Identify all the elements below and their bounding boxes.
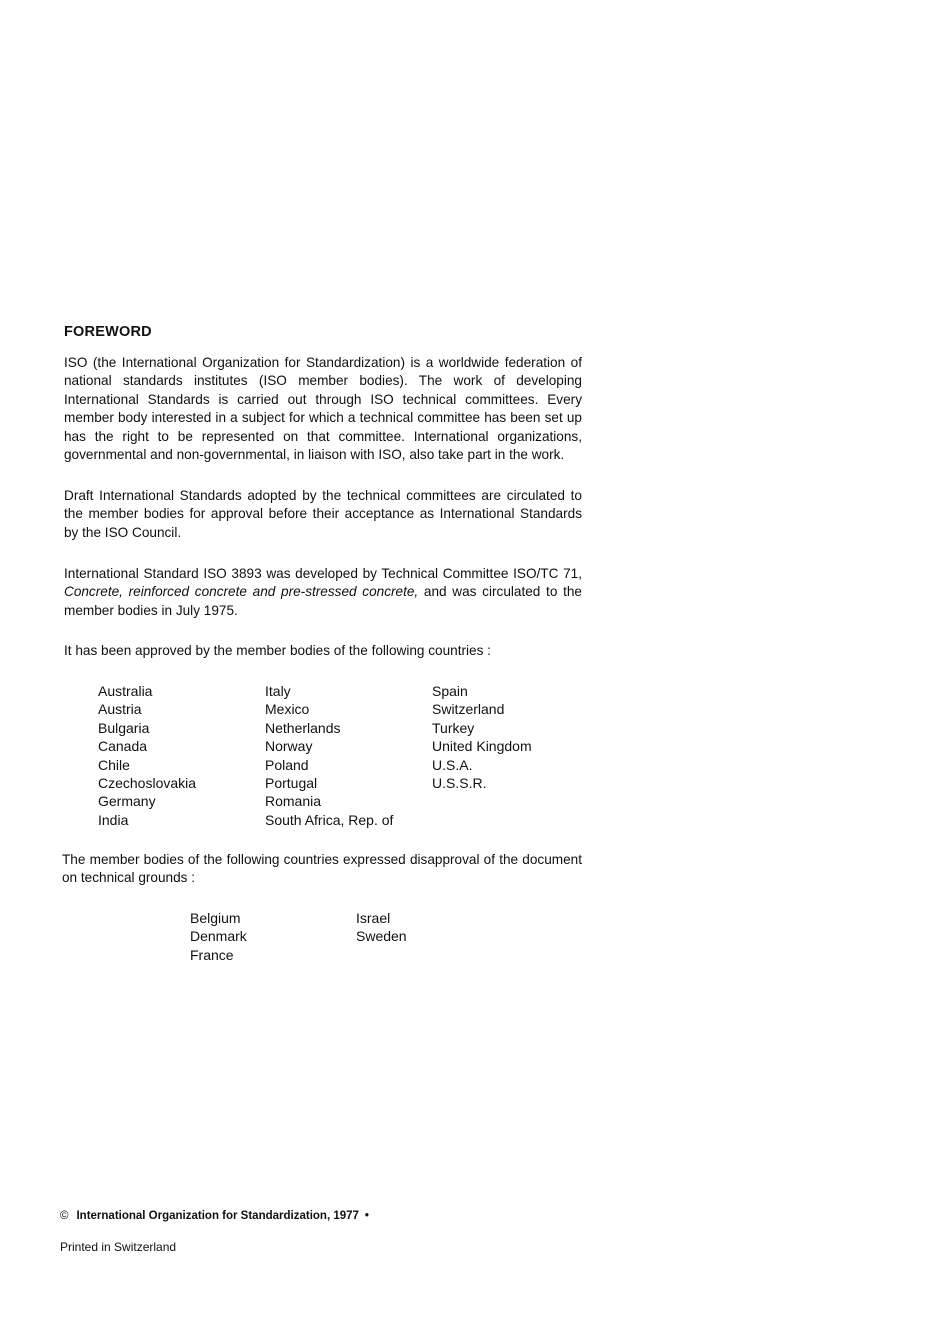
country-name: Mexico — [265, 701, 310, 718]
country-name: Italy — [265, 683, 291, 699]
committee-title: Concrete, reinforced concrete and pre-stressed concrete, — [64, 584, 419, 600]
country-name: Spain — [432, 683, 468, 699]
copyright-symbol: © — [60, 1210, 69, 1222]
country-name: Belgium — [190, 910, 241, 926]
country-name: South Africa, Rep. of — [265, 811, 394, 828]
country-name: Canada — [98, 738, 148, 755]
paragraph-iso-3893 — [64, 565, 582, 620]
country-name: U.S.A. — [432, 756, 473, 773]
country-name: Germany — [98, 793, 156, 810]
bullet-mark: • — [364, 1210, 369, 1222]
country-name: Czechoslovakia — [98, 775, 197, 792]
country-name: Austria — [98, 701, 142, 718]
country-name: Norway — [265, 738, 313, 755]
country-name: Denmark — [190, 928, 247, 945]
country-name: United Kingdom — [432, 738, 532, 755]
country-name: Romania — [265, 793, 322, 810]
copyright-text: International Organization for Standardization, 1977 — [76, 1210, 359, 1222]
country-name: Chile — [98, 756, 130, 773]
country-name: Poland — [265, 756, 309, 773]
country-name: Israel — [356, 910, 391, 926]
country-name: India — [98, 811, 129, 828]
paragraph-iso-3893-after: and was circulated to the member bodies in July 1975. — [64, 584, 582, 618]
printed-in: Printed in Switzerland — [60, 1240, 177, 1254]
approved-countries-col2 — [265, 682, 393, 829]
copyright-line — [60, 1210, 369, 1222]
approved-countries-col3 — [432, 682, 532, 792]
country-name: Bulgaria — [98, 719, 150, 736]
country-name: Switzerland — [432, 701, 505, 718]
disapproved-countries-col2 — [356, 909, 407, 946]
country-name: France — [190, 946, 234, 963]
approved-countries-col1 — [98, 682, 196, 829]
country-name: U.S.S.R. — [432, 775, 487, 792]
country-name: Sweden — [356, 928, 407, 945]
disapproved-countries-col1 — [190, 909, 247, 964]
foreword-heading: FOREWORD — [64, 324, 152, 340]
country-name: Netherlands — [265, 719, 341, 736]
country-name: Portugal — [265, 775, 318, 792]
country-name: Turkey — [432, 719, 475, 736]
paragraph-draft-standards: Draft International Standards adopted by the technical committees are circulated to the member bodies for approval before their acceptance as International Standards by the ISO Council. — [64, 488, 582, 540]
paragraph-disapproval: The member bodies of the following countries expressed disapproval of the document on technical grounds : — [62, 852, 582, 886]
country-name: Australia — [98, 683, 153, 699]
paragraph-iso-3893-before: International Standard ISO 3893 was developed by Technical Committee ISO/TC 71, — [64, 566, 582, 581]
paragraph-iso-intro: ISO (the International Organization for Standardization) is a worldwide federation of national standards institutes (ISO member bodies). The work of developing International Standards is carried out through ISO technical committees. Every member body interested in a subject for which a technical committee has been set up has the right to be represented on that committee. International organizations, governmental and non-governmental, in liaison with ISO, also take part in the work. — [64, 355, 582, 463]
paragraph-approval: It has been approved by the member bodies of the following countries : — [64, 643, 491, 658]
